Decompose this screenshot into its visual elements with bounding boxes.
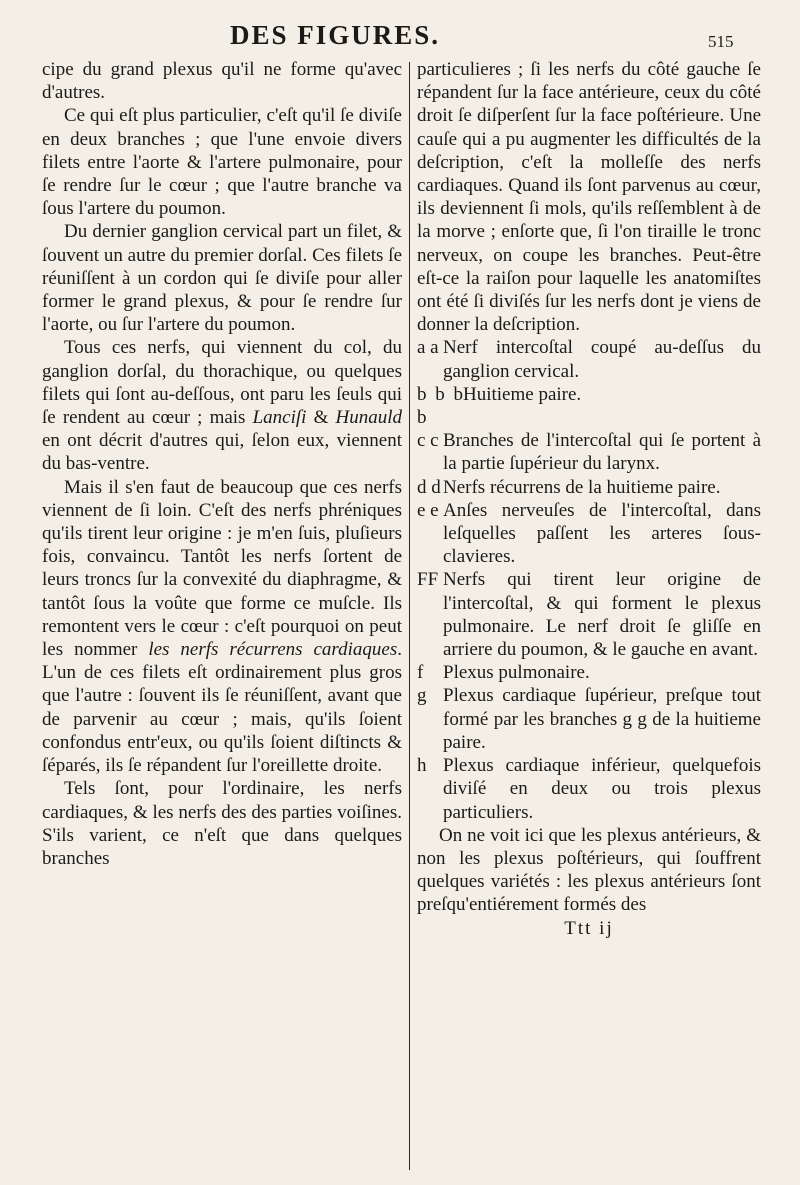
legend-item	[417, 684, 761, 754]
paragraph	[42, 476, 402, 778]
legend-key: d d	[417, 476, 441, 498]
legend-text: Huitieme paire.	[463, 383, 582, 405]
legend-item	[417, 476, 761, 499]
paragraph-continued: particulieres ; ſi les nerfs du côté gauche ſe répandent ſur la face antérieure, ceux du côté droit ſe diſperſent ſur la face poſtérieure. Une cauſe qui a pu augmenter les difficultés de la deſcription, c'eſt la molleſſe des nerfs cardiaques. Quand ils ſont parvenus au cœur, ils deviennent ſi mols, qu'ils reſſemblent à de la morve ; enſorte que, ſi l'on tiraille le tronc nerveux, on coupe les branches. Peut-être eſt-ce la raiſon pour laquelle les anatomiſtes ont été ſi diviſés ſur les nerfs dont je viens de donner la deſcription.	[417, 59, 761, 336]
author-name: Lanciſi	[252, 407, 307, 429]
legend-text: Plexus cardiaque inférieur, quelquefois diviſé en deux ou trois plexus particuliers.	[443, 755, 761, 823]
signature-mark: Ttt ij	[564, 917, 614, 939]
paragraph: Du dernier ganglion cervical part un filet, & ſouvent un autre du premier dorſal. Ces filets ſe réuniſſent à un cordon qui ſe diviſe pour aller former le grand plexus, & pour ſe rendre ſur l'aorte, ou ſur l'artere du poumon.	[42, 221, 402, 336]
column-divider	[409, 62, 410, 1170]
legend-text: Nerfs récurrens de la huitieme paire.	[443, 476, 721, 498]
legend-key: g	[417, 685, 427, 707]
legend-item	[417, 499, 761, 569]
running-head: DES FIGURES.	[230, 20, 441, 50]
text-run: . L'un de ces filets eſt ordinairement plus gros que l'autre : ſouvent ils ſe réuniſſent, avant que de parvenir au cœur ; mais, qu'ils ſoient confondus entr'eux, ou qu'ils ſoient diſtincts & ſéparés, ils ſe répandent ſur l'oreillette droite.	[42, 639, 402, 777]
text-run: Mais il s'en faut de beaucoup que ces nerfs viennent de ſi loin. C'eſt des nerfs phréniques qu'ils tirent leur origine : je m'en ſuis, pluſieurs fois, convaincu. Tantôt les nerfs ſortent de leurs troncs ſur la convexité du diaphragme, & tantôt ſous la voûte que forme ce muſcle. Ils remontent vers le cœur : c'eſt pourquoi on peut les nommer	[42, 476, 402, 661]
legend-item	[417, 568, 761, 661]
legend-key: c c	[417, 430, 439, 452]
legend-key: f	[417, 662, 424, 684]
text-run: Tous ces nerfs, qui viennent du col, du ganglion dorſal, du thorachique, ou quelques filets qui ſont au-deſſous, ont paru les ſeuls qui ſe rendent au cœur ; mais	[42, 337, 402, 429]
legend-text: Plexus pulmonaire.	[443, 662, 590, 684]
page-number: 515	[708, 32, 734, 51]
term-italic: les nerfs récurrens cardiaques	[148, 639, 398, 661]
legend-key: e e	[417, 499, 439, 521]
legend-text: Plexus cardiaque ſupérieur, preſque tout formé par les branches g g de la huitieme paire.	[443, 685, 761, 753]
legend-text: Nerf intercoſtal coupé au-deſſus du ganglion cervical.	[443, 337, 761, 382]
paragraph: On ne voit ici que les plexus antérieurs, & non les plexus poſtérieurs, qui ſouffrent quelques variétés : les plexus antérieurs ſont preſqu'entiérement formés des	[417, 824, 761, 916]
legend-key: a a	[417, 337, 439, 359]
legend-item	[417, 336, 761, 382]
legend-item	[417, 383, 761, 429]
legend-key: b b b b	[417, 383, 463, 429]
paragraph	[42, 336, 402, 475]
author-name: Hunauld	[335, 407, 403, 429]
text-run: &	[306, 407, 336, 429]
page-header	[0, 14, 800, 54]
paragraph: Ce qui eſt plus particulier, c'eſt qu'il ſe diviſe en deux branches ; que l'une envoie divers filets entre l'aorte & l'artere pulmonaire, pour ſe rendre ſur le cœur ; que l'autre branche va ſous l'artere du poumon.	[42, 105, 402, 220]
legend-key: h	[417, 755, 427, 777]
legend-text: Branches de l'intercoſtal qui ſe portent à la partie ſupérieur du larynx.	[443, 430, 761, 475]
paragraph: Tels ſont, pour l'ordinaire, les nerfs cardiaques, & les nerfs des des parties voiſines. S'ils varient, ce n'eſt que dans quelques branches	[42, 778, 402, 869]
right-column	[417, 58, 761, 940]
figure-legend	[417, 336, 761, 823]
legend-text: Nerfs qui tirent leur origine de l'intercoſtal, & qui forment le plexus pulmonaire. Le nerf droit ſe gliſſe en arriere du poumon, & le gauche en avant.	[443, 569, 761, 661]
left-column	[42, 58, 402, 870]
legend-item	[417, 429, 761, 475]
legend-key: FF	[417, 569, 439, 591]
text-run: en ont décrit d'autres qui, ſelon eux, viennent du bas-ventre.	[42, 430, 402, 475]
legend-item	[417, 754, 761, 824]
paragraph-continued: cipe du grand plexus qu'il ne forme qu'avec d'autres.	[42, 59, 402, 104]
legend-item	[417, 661, 761, 684]
legend-text: Anſes nerveuſes de l'intercoſtal, dans leſquelles paſſent les arteres ſous-clavieres.	[443, 499, 761, 568]
